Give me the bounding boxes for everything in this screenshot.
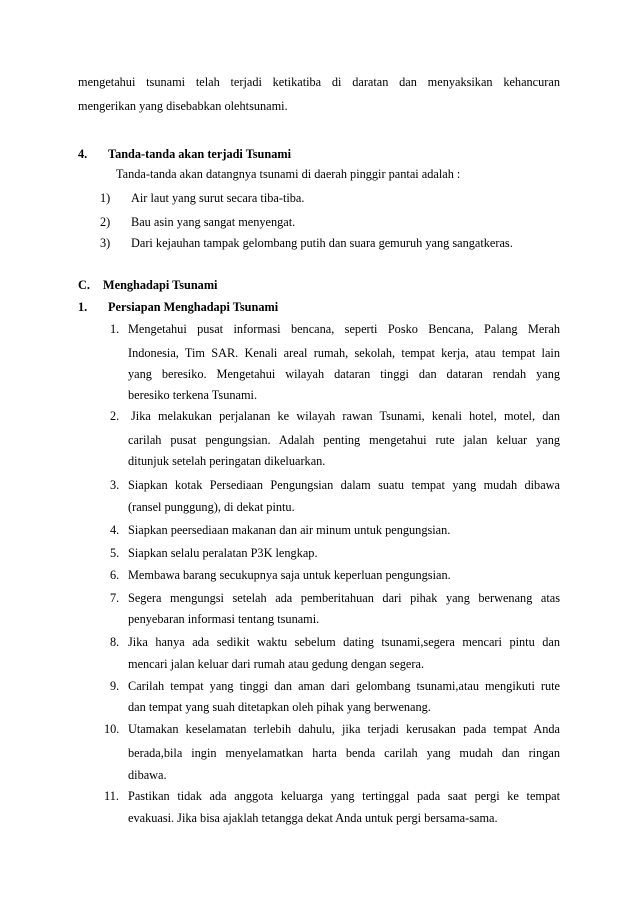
- list-item-number: 8.: [110, 635, 120, 649]
- list-item-line: ditunjuk setelah peringatan dikeluarkan.: [128, 454, 326, 468]
- list-item-line: Siapkan peersediaan makanan dan air minum untuk pengungsian.: [128, 523, 451, 537]
- list-item-line: Membawa barang secukupnya saja untuk keperluan pengungsian.: [128, 568, 451, 582]
- list-item-number: 2.: [110, 409, 120, 423]
- list-item-number: 4.: [110, 523, 120, 537]
- list-item-line: beresiko terkena Tsunami.: [128, 388, 258, 402]
- section-4-item-text: Air laut yang surut secara tiba-tiba.: [131, 191, 305, 205]
- section-4-lead: Tanda-tanda akan datangnya tsunami di daerah pinggir pantai adalah :: [116, 167, 461, 181]
- list-item-line: carilah pusat pengungsian. Adalah penting mengetahui rute jalan keluar yang: [128, 433, 560, 447]
- list-item-line: dan tempat yang suah ditetapkan oleh pihak yang berwenang.: [128, 700, 431, 714]
- list-item-number: 6.: [110, 568, 120, 582]
- list-item-number: 10.: [104, 722, 120, 736]
- list-item-line: Pastikan tidak ada anggota keluarga yang tertinggal pada saat pergi ke tempat: [128, 789, 560, 803]
- list-item-number: 5.: [110, 546, 120, 560]
- section-4-item-num: 1): [100, 191, 111, 205]
- list-item-number: 1.: [110, 322, 120, 336]
- section-c-letter: C.: [78, 278, 90, 292]
- list-item-line: Siapkan kotak Persediaan Pengungsian dalam suatu tempat yang mudah dibawa: [128, 478, 560, 492]
- intro-line-2: mengerikan yang disebabkan olehtsunami.: [78, 99, 288, 113]
- list-item-line: penyebaran informasi tentang tsunami.: [128, 612, 320, 626]
- section-4-number: 4.: [78, 147, 88, 161]
- list-item-line: mencari jalan keluar dari rumah atau gedung dengan segera.: [128, 657, 425, 671]
- list-item-line: Jika melakukan perjalanan ke wilayah rawan Tsunami, kenali hotel, motel, dan: [131, 409, 560, 423]
- list-item-number: 11.: [104, 789, 119, 803]
- section-4-item-num: 3): [100, 236, 111, 250]
- list-item-line: dibawa.: [128, 768, 167, 782]
- list-item-line: Mengetahui pusat informasi bencana, seperti Posko Bencana, Palang Merah: [128, 322, 560, 336]
- section-4-title: Tanda-tanda akan terjadi Tsunami: [108, 147, 292, 161]
- list-item-line: Siapkan selalu peralatan P3K lengkap.: [128, 546, 318, 560]
- list-item-line: yang beresiko. Mengetahui wilayah dataran tinggi dan dataran rendah yang: [128, 367, 560, 381]
- section-4-item-text: Bau asin yang sangat menyengat.: [131, 215, 296, 229]
- subsection-1-number: 1.: [78, 300, 88, 314]
- section-c-title: Menghadapi Tsunami: [103, 278, 218, 292]
- list-item-line: Carilah tempat yang tinggi dan aman dari gelombang tsunami,atau mengikuti rute: [128, 679, 560, 693]
- intro-line-1: mengetahui tsunami telah terjadi ketikatiba di daratan dan menyaksikan kehancuran: [78, 75, 560, 89]
- list-item-line: Segera mengungsi setelah ada pemberitahuan dari pihak yang berwenang atas: [128, 591, 560, 605]
- list-item-line: (ransel punggung), di dekat pintu.: [128, 500, 295, 514]
- subsection-1-title: Persiapan Menghadapi Tsunami: [108, 300, 279, 314]
- list-item-line: Indonesia, Tim SAR. Kenali areal rumah, sekolah, tempat kerja, atau tempat lain: [128, 346, 560, 360]
- section-4-item-num: 2): [100, 215, 111, 229]
- list-item-line: Jika hanya ada sedikit waktu sebelum dating tsunami,segera mencari pintu dan: [128, 635, 560, 649]
- list-item-line: berada,bila ingin menyelamatkan harta benda carilah yang mudah dan ringan: [128, 746, 560, 760]
- list-item-line: evakuasi. Jika bisa ajaklah tetangga dekat Anda untuk pergi bersama-sama.: [128, 811, 498, 825]
- list-item-line: Utamakan keselamatan terlebih dahulu, jika terjadi kerusakan pada tempat Anda: [128, 722, 560, 736]
- list-item-number: 3.: [110, 478, 120, 492]
- section-4-item-text: Dari kejauhan tampak gelombang putih dan suara gemuruh yang sangatkeras.: [131, 236, 513, 250]
- list-item-number: 7.: [110, 591, 120, 605]
- list-item-number: 9.: [110, 679, 120, 693]
